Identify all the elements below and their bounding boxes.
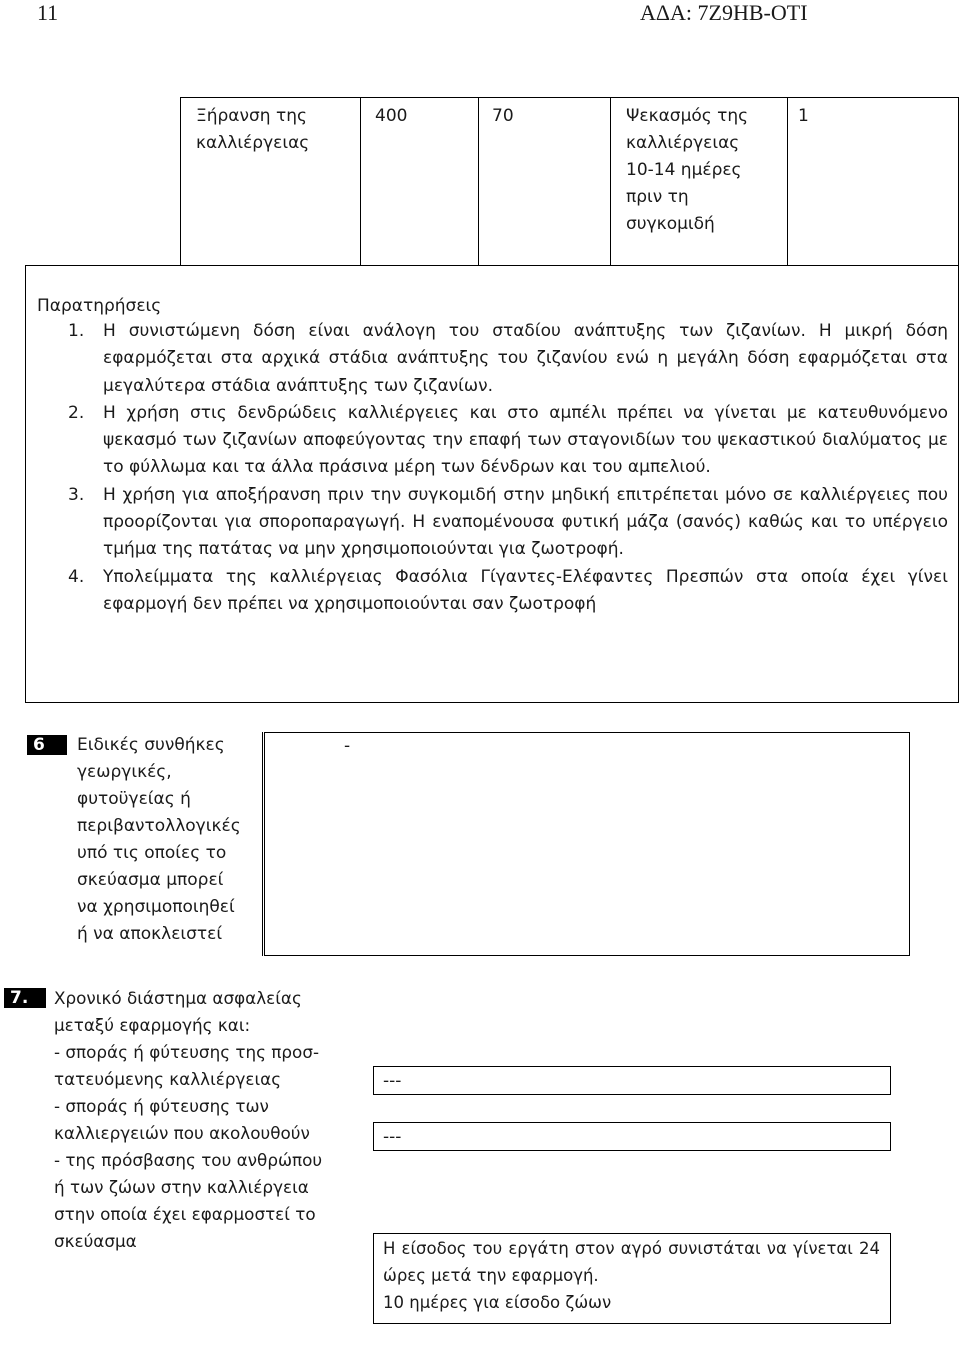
cell-use: Ξήρανση της καλλιέργειας bbox=[196, 106, 310, 153]
list-item: 4. Υπολείμματα της καλλιέργειας Φασόλια Γίγαντες-Ελέφαντες Πρεσπών στα οποία έχει γίνει εφαρμογή δεν πρέπει να χρησιμοποιούνται σαν ζωοτροφή bbox=[68, 566, 948, 614]
remarks-list bbox=[60, 318, 948, 618]
section-6-number: 6 bbox=[27, 735, 67, 755]
following-crops-value: --- bbox=[383, 1127, 402, 1147]
cell-applications: 1 bbox=[798, 106, 809, 126]
page-number: 11 bbox=[37, 0, 59, 25]
section-7-number: 7. bbox=[4, 988, 46, 1008]
remarks-title: Παρατηρήσεις bbox=[37, 296, 162, 316]
list-item: 3. Η χρήση για αποξήρανση πριν την συγκομιδή στην μηδική επιτρέπεται μόνο σε καλλιέργειες που προορίζονται για σποροπαραγωγή. Η εναπομένουσα φυτική μάζα (σανός) καθώς και το υπέργειο τμήμα της πατάτας να μην χρησιμοποιούνται για ζωοτροφή. bbox=[68, 484, 948, 560]
list-item: 2. Η χρήση στις δενδρώδεις καλλιέργειες και στο αμπέλι πρέπει να γίνεται με κατευθυνόμενο ψεκασμό των ζιζανίων αποφεύγοντας την επαφή των σταγονιδίων του ψεκαστικού διαλύματος με το φύλλωμα και τα άλλα πράσινα μέρη των δένδρων και του αμπελιού. bbox=[68, 402, 948, 478]
section-7-label: Χρονικό διάστημα ασφαλείας μεταξύ εφαρμογής και: - σποράς ή φύτευσης της προσ- τατευόμενης καλλιέργειας - σποράς ή φύτευσης των καλλιεργειών που ακολουθούν - της πρόσβασης του ανθρώπου ή των ζώων στην καλλιέργεια στην οποία έχει εφαρμοστεί το σκεύασμα bbox=[54, 988, 323, 1251]
section-6-value-box bbox=[264, 732, 910, 956]
list-item: 1. Η συνιστώμενη δόση είναι ανάλογη του σταδίου ανάπτυξης των ζιζανίων. Η μικρή δόση εφαρμόζεται στα αρχικά στάδια ανάπτυξης του ζιζανίου ενώ η μεγάλη δόση εφαρμόζεται στα μεγαλύτερα στάδια ανάπτυξης των ζιζανίων. bbox=[68, 321, 948, 396]
cell-dose: 400 bbox=[375, 106, 408, 126]
section-6-label: Ειδικές συνθήκες γεωργικές, φυτοϋγείας ή περιβαντολλογικές υπό τις οποίες το σκεύασμα μπορεί να χρησιμοποιηθεί ή να αποκλειστεί bbox=[77, 735, 241, 944]
section-6-value: - bbox=[344, 736, 351, 756]
access-value: Η είσοδος του εργάτη στον αγρό συνιστάται να γίνεται 24 ώρες μετά την εφαρμογή. 10 ημέρες για είσοδο ζώων bbox=[383, 1239, 880, 1312]
crop-interval-box bbox=[373, 1066, 891, 1095]
cell-volume: 70 bbox=[492, 106, 514, 126]
access-box bbox=[373, 1233, 891, 1324]
cell-timing: Ψεκασμός της καλλιέργειας 10-14 ημέρες πριν τη συγκομιδή bbox=[626, 106, 749, 234]
crop-interval-value: --- bbox=[383, 1071, 402, 1091]
following-crops-box bbox=[373, 1122, 891, 1151]
ada-code: ΑΔΑ: 7Ζ9ΗΒ-ΟΤΙ bbox=[640, 0, 808, 25]
